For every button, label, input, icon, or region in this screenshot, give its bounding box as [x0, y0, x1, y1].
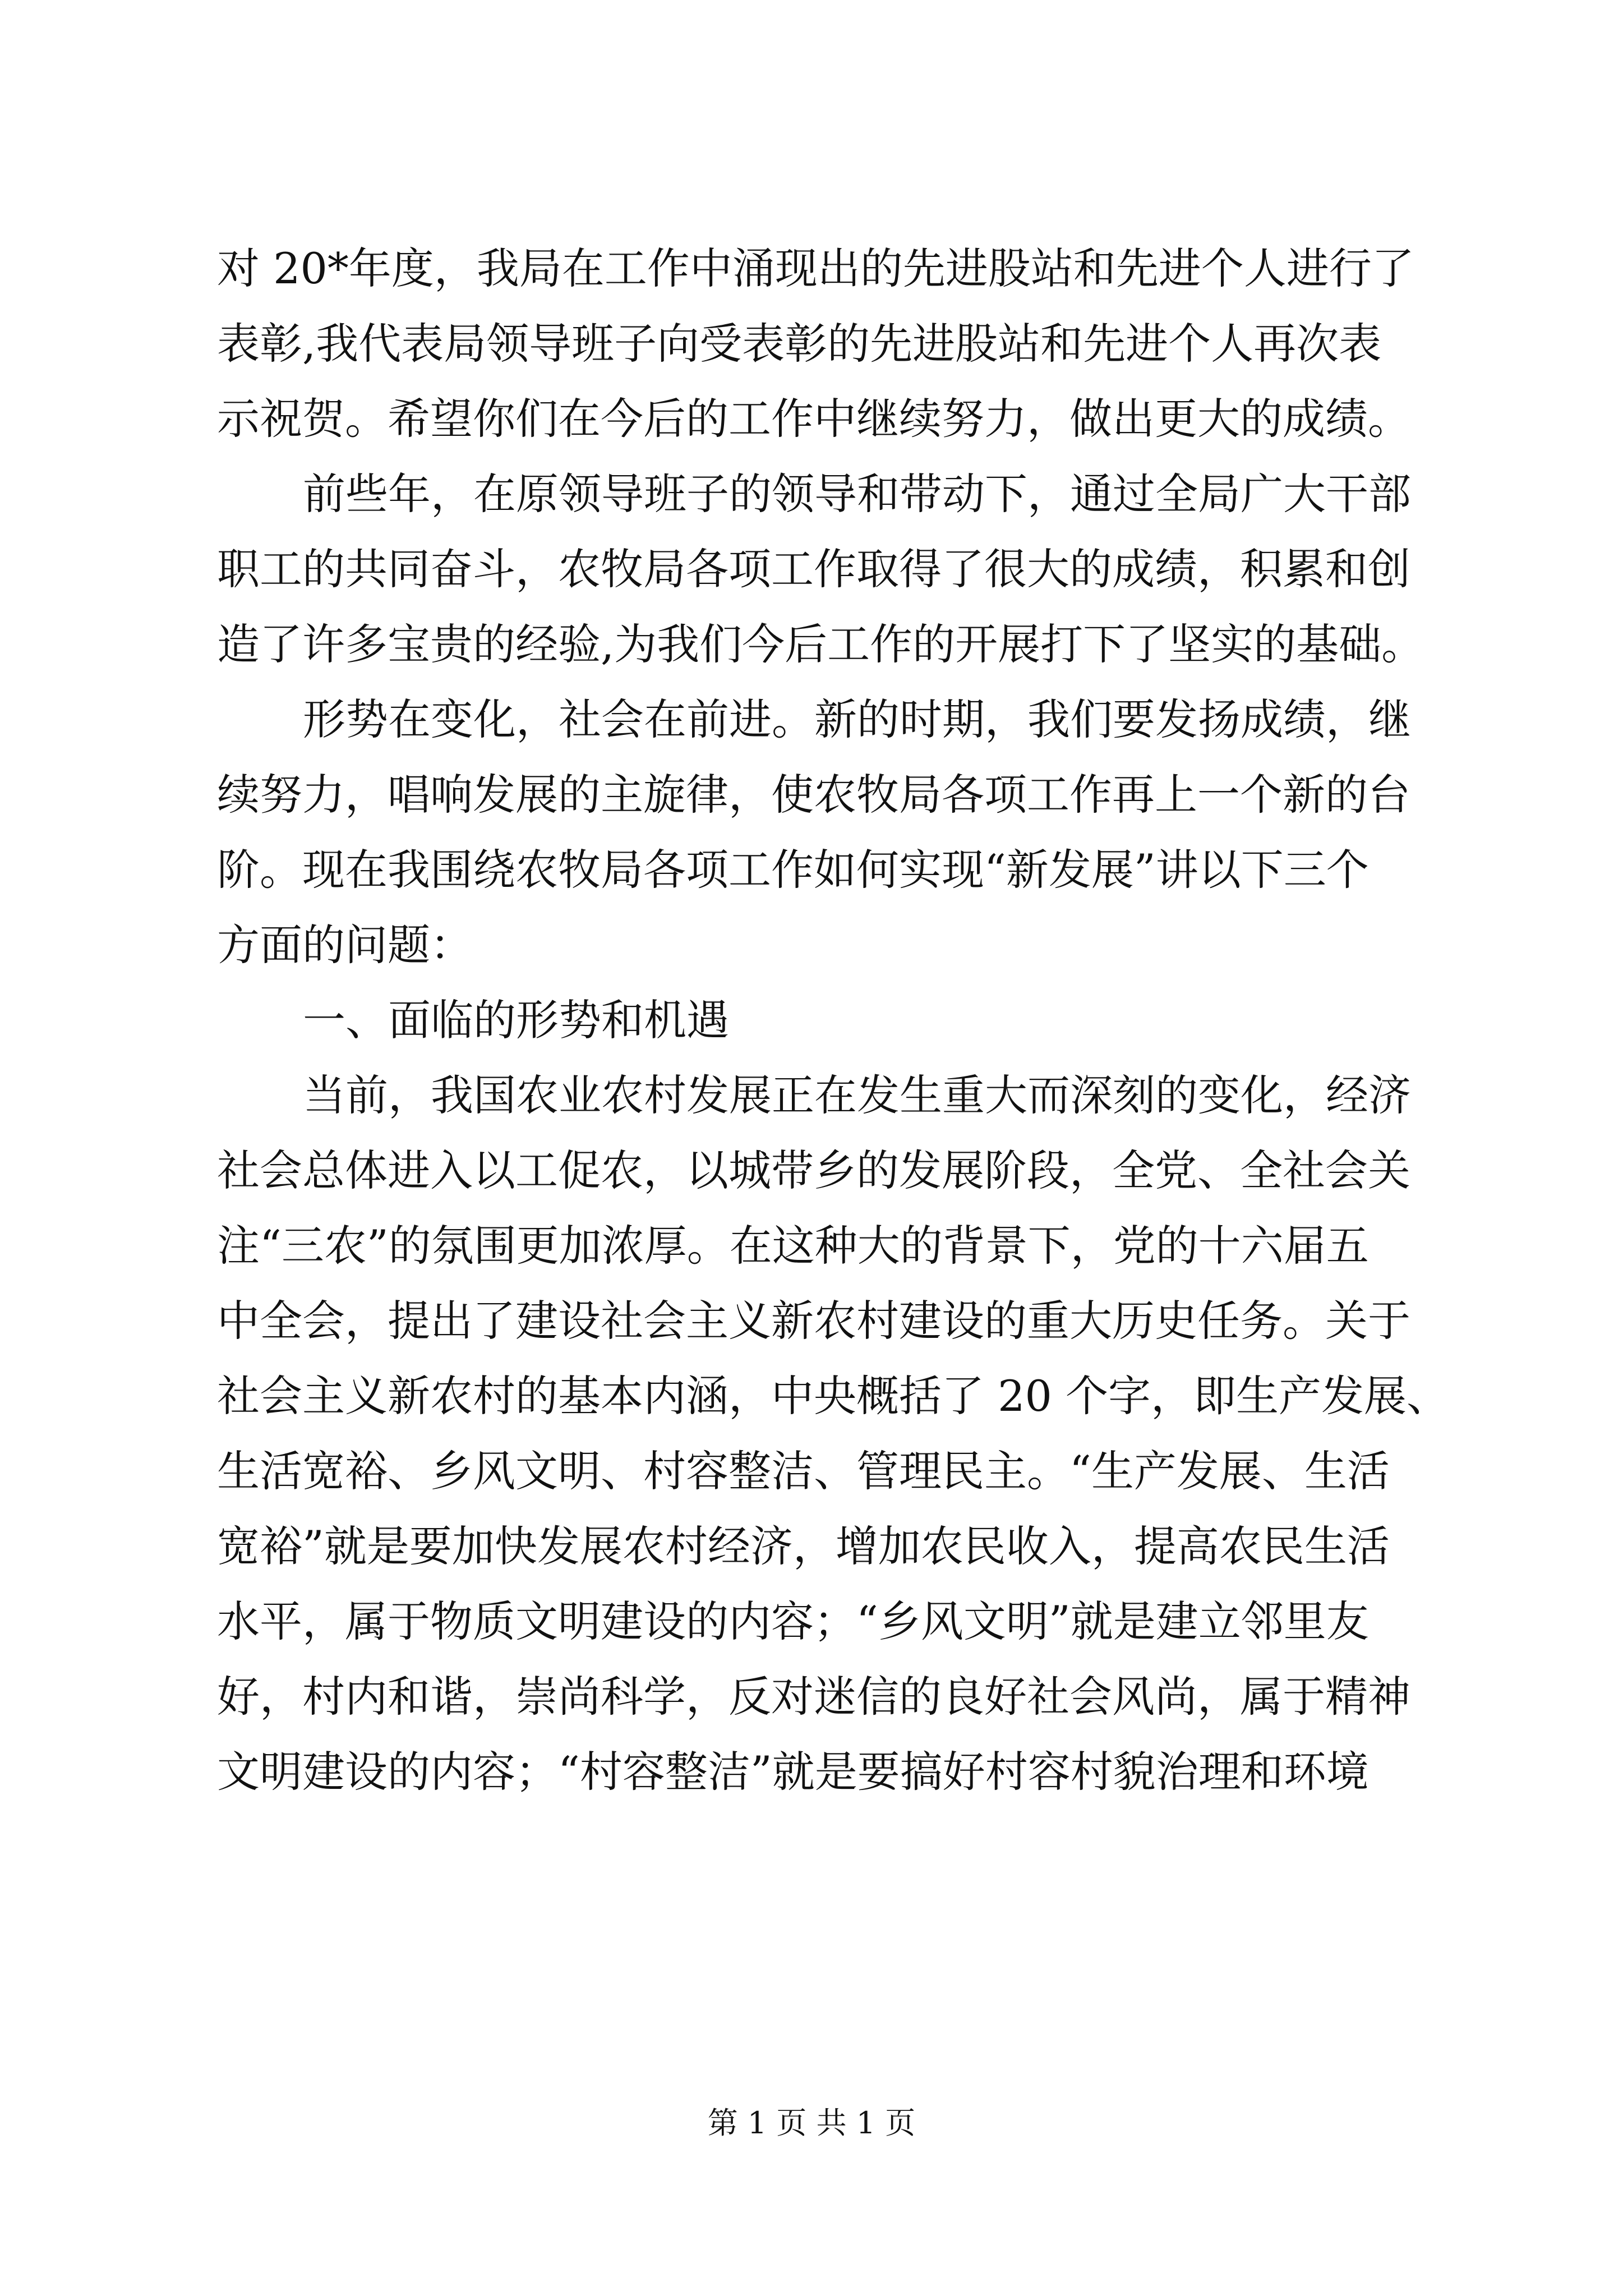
- text-line: 生活宽裕、乡风文明、村容整洁、管理民主。“生产发展、生活: [217, 1446, 1390, 1496]
- text-line: 社会总体进入以工促农，以城带乡的发展阶段，全党、全社会关: [217, 1145, 1410, 1195]
- text-line: 职工的共同奋斗，农牧局各项工作取得了很大的成绩，积累和创: [217, 544, 1410, 594]
- text-line: 水平，属于物质文明建设的内容；“乡风文明”就是建立邻里友: [217, 1596, 1369, 1646]
- text-line: 方面的问题：: [217, 920, 473, 970]
- text-line: 表彰,我代表局领导班子向受表彰的先进股站和先进个人再次表: [217, 319, 1382, 369]
- text-line: 注“三农”的氛围更加浓厚。在这种大的背景下，党的十六届五: [217, 1221, 1369, 1271]
- text-line: 对 20*年度，我局在工作中涌现出的先进股站和先进个人进行了: [217, 243, 1414, 293]
- text-line: 中全会，提出了建设社会主义新农村建设的重大历史任务。关于: [217, 1296, 1410, 1346]
- text-line: 宽裕”就是要加快发展农村经济，增加农民收入，提高农民生活: [217, 1521, 1390, 1571]
- page-number: 第 1 页 共 1 页: [707, 2105, 916, 2141]
- text-line: 示祝贺。希望你们在今后的工作中继续努力，做出更大的成绩。: [217, 394, 1410, 444]
- text-line: 前些年，在原领导班子的领导和带动下，通过全局广大干部: [303, 469, 1411, 519]
- text-line: 好，村内和谐，崇尚科学，反对迷信的良好社会风尚，属于精神: [217, 1672, 1410, 1722]
- text-line: 造了许多宝贵的经验,为我们今后工作的开展打下了坚实的基础。: [217, 619, 1424, 669]
- text-line: 形势在变化，社会在前进。新的时期，我们要发扬成绩，继: [303, 694, 1411, 744]
- text-line: 社会主义新农村的基本内涵，中央概括了 20 个字，即生产发展、: [217, 1371, 1450, 1421]
- section-heading: 一、面临的形势和机遇: [303, 995, 729, 1045]
- text-line: 续努力，唱响发展的主旋律，使农牧局各项工作再上一个新的台: [217, 770, 1410, 820]
- text-line: 阶。现在我围绕农牧局各项工作如何实现“新发展”讲以下三个: [217, 845, 1369, 895]
- text-line: 文明建设的内容；“村容整洁”就是要搞好村容村貌治理和环境: [217, 1747, 1369, 1797]
- text-line: 当前，我国农业农村发展正在发生重大而深刻的变化，经济: [303, 1070, 1411, 1120]
- page-footer: [0, 2101, 1623, 2146]
